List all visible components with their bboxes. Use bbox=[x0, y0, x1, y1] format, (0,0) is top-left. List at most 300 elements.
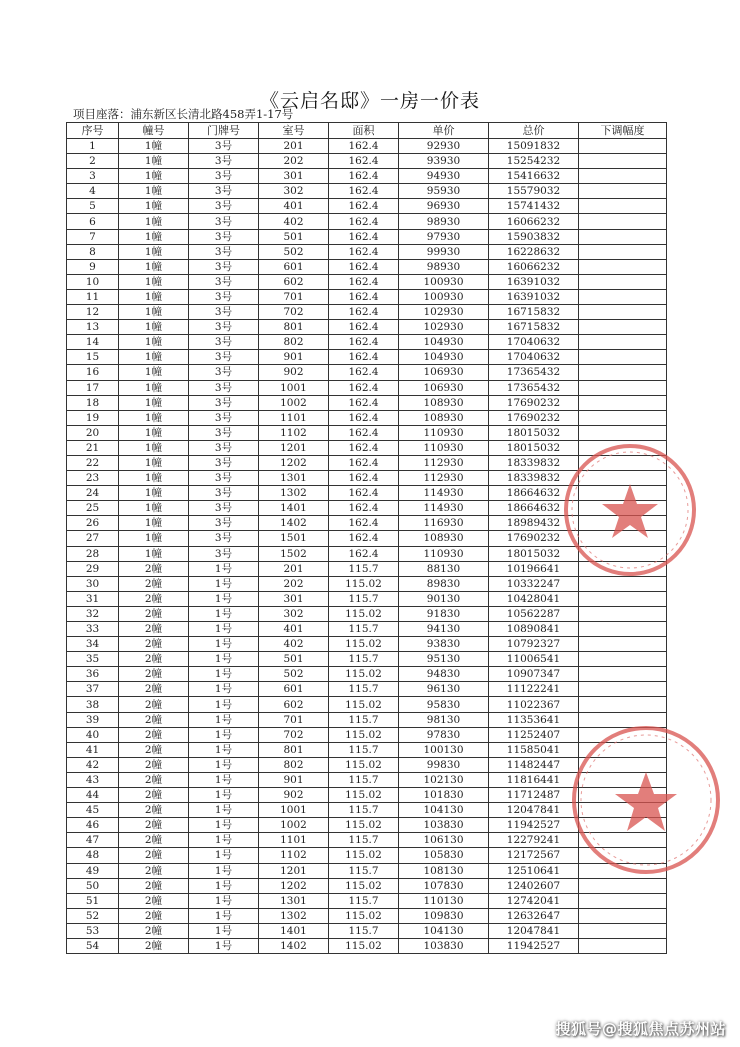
row-door: 1号 bbox=[189, 923, 259, 938]
row-area: 162.4 bbox=[329, 531, 399, 546]
row-door: 1号 bbox=[189, 637, 259, 652]
row-reduction bbox=[579, 259, 667, 274]
row-unit-price: 102930 bbox=[399, 320, 489, 335]
row-reduction bbox=[579, 365, 667, 380]
row-index: 21 bbox=[67, 440, 119, 455]
row-total-price: 15741432 bbox=[489, 199, 579, 214]
row-unit-price: 108930 bbox=[399, 395, 489, 410]
row-door: 3号 bbox=[189, 531, 259, 546]
row-total-price: 17365432 bbox=[489, 380, 579, 395]
row-room: 1201 bbox=[259, 863, 329, 878]
row-building: 1幢 bbox=[119, 395, 189, 410]
row-reduction bbox=[579, 606, 667, 621]
row-total-price: 12047841 bbox=[489, 923, 579, 938]
row-unit-price: 110930 bbox=[399, 546, 489, 561]
row-door: 3号 bbox=[189, 289, 259, 304]
row-area: 115.7 bbox=[329, 561, 399, 576]
row-door: 1号 bbox=[189, 727, 259, 742]
price-table bbox=[66, 122, 667, 954]
row-index: 49 bbox=[67, 863, 119, 878]
row-unit-price: 107830 bbox=[399, 878, 489, 893]
row-unit-price: 104130 bbox=[399, 923, 489, 938]
row-index: 50 bbox=[67, 878, 119, 893]
row-door: 3号 bbox=[189, 471, 259, 486]
row-unit-price: 99930 bbox=[399, 244, 489, 259]
row-total-price: 11942527 bbox=[489, 818, 579, 833]
row-building: 2幢 bbox=[119, 667, 189, 682]
row-index: 22 bbox=[67, 455, 119, 470]
row-reduction bbox=[579, 878, 667, 893]
row-room: 502 bbox=[259, 244, 329, 259]
row-index: 15 bbox=[67, 350, 119, 365]
row-room: 1402 bbox=[259, 938, 329, 953]
row-index: 16 bbox=[67, 365, 119, 380]
row-room: 202 bbox=[259, 576, 329, 591]
row-area: 115.7 bbox=[329, 863, 399, 878]
row-room: 602 bbox=[259, 697, 329, 712]
row-index: 23 bbox=[67, 471, 119, 486]
row-area: 115.02 bbox=[329, 878, 399, 893]
row-reduction bbox=[579, 712, 667, 727]
row-index: 45 bbox=[67, 803, 119, 818]
row-index: 12 bbox=[67, 305, 119, 320]
row-building: 1幢 bbox=[119, 289, 189, 304]
row-index: 30 bbox=[67, 576, 119, 591]
row-total-price: 10428041 bbox=[489, 591, 579, 606]
row-door: 3号 bbox=[189, 516, 259, 531]
row-building: 2幢 bbox=[119, 561, 189, 576]
row-reduction bbox=[579, 818, 667, 833]
row-reduction bbox=[579, 516, 667, 531]
row-index: 26 bbox=[67, 516, 119, 531]
row-reduction bbox=[579, 561, 667, 576]
row-room: 701 bbox=[259, 712, 329, 727]
row-unit-price: 100930 bbox=[399, 274, 489, 289]
row-building: 1幢 bbox=[119, 305, 189, 320]
row-door: 1号 bbox=[189, 818, 259, 833]
row-door: 3号 bbox=[189, 395, 259, 410]
row-door: 3号 bbox=[189, 214, 259, 229]
row-total-price: 12742041 bbox=[489, 893, 579, 908]
row-door: 1号 bbox=[189, 772, 259, 787]
row-area: 162.4 bbox=[329, 305, 399, 320]
table-row bbox=[67, 259, 667, 274]
row-reduction bbox=[579, 727, 667, 742]
row-area: 162.4 bbox=[329, 546, 399, 561]
row-area: 115.7 bbox=[329, 591, 399, 606]
row-room: 302 bbox=[259, 184, 329, 199]
row-door: 1号 bbox=[189, 667, 259, 682]
row-index: 40 bbox=[67, 727, 119, 742]
row-unit-price: 94830 bbox=[399, 667, 489, 682]
row-index: 11 bbox=[67, 289, 119, 304]
row-building: 2幢 bbox=[119, 878, 189, 893]
row-area: 115.02 bbox=[329, 606, 399, 621]
row-room: 702 bbox=[259, 305, 329, 320]
row-area: 162.4 bbox=[329, 320, 399, 335]
row-area: 162.4 bbox=[329, 289, 399, 304]
row-unit-price: 114930 bbox=[399, 501, 489, 516]
row-room: 1202 bbox=[259, 878, 329, 893]
row-index: 36 bbox=[67, 667, 119, 682]
row-unit-price: 109830 bbox=[399, 908, 489, 923]
row-reduction bbox=[579, 274, 667, 289]
row-door: 3号 bbox=[189, 335, 259, 350]
row-door: 3号 bbox=[189, 229, 259, 244]
row-reduction bbox=[579, 682, 667, 697]
row-building: 2幢 bbox=[119, 606, 189, 621]
table-row bbox=[67, 395, 667, 410]
row-area: 115.7 bbox=[329, 622, 399, 637]
row-index: 20 bbox=[67, 425, 119, 440]
row-area: 162.4 bbox=[329, 184, 399, 199]
row-unit-price: 112930 bbox=[399, 455, 489, 470]
row-reduction bbox=[579, 742, 667, 757]
row-reduction bbox=[579, 803, 667, 818]
row-total-price: 12047841 bbox=[489, 803, 579, 818]
row-unit-price: 93930 bbox=[399, 154, 489, 169]
row-total-price: 15091832 bbox=[489, 139, 579, 154]
row-building: 1幢 bbox=[119, 380, 189, 395]
row-unit-price: 93830 bbox=[399, 637, 489, 652]
row-room: 1202 bbox=[259, 455, 329, 470]
row-door: 3号 bbox=[189, 274, 259, 289]
row-door: 1号 bbox=[189, 697, 259, 712]
row-total-price: 16066232 bbox=[489, 259, 579, 274]
row-unit-price: 108130 bbox=[399, 863, 489, 878]
row-building: 2幢 bbox=[119, 576, 189, 591]
row-building: 1幢 bbox=[119, 455, 189, 470]
table-row bbox=[67, 833, 667, 848]
table-row bbox=[67, 184, 667, 199]
row-door: 3号 bbox=[189, 184, 259, 199]
table-row bbox=[67, 803, 667, 818]
row-reduction bbox=[579, 772, 667, 787]
table-row bbox=[67, 848, 667, 863]
row-total-price: 11022367 bbox=[489, 697, 579, 712]
row-index: 17 bbox=[67, 380, 119, 395]
row-total-price: 11482447 bbox=[489, 757, 579, 772]
row-total-price: 15416632 bbox=[489, 169, 579, 184]
row-building: 1幢 bbox=[119, 410, 189, 425]
row-door: 1号 bbox=[189, 803, 259, 818]
row-index: 24 bbox=[67, 486, 119, 501]
row-door: 1号 bbox=[189, 848, 259, 863]
row-area: 115.7 bbox=[329, 682, 399, 697]
row-door: 3号 bbox=[189, 410, 259, 425]
row-reduction bbox=[579, 576, 667, 591]
row-total-price: 17690232 bbox=[489, 395, 579, 410]
row-index: 19 bbox=[67, 410, 119, 425]
table-row bbox=[67, 154, 667, 169]
col-header-index: 序号 bbox=[67, 123, 119, 139]
row-total-price: 16228632 bbox=[489, 244, 579, 259]
row-room: 201 bbox=[259, 139, 329, 154]
row-total-price: 18664632 bbox=[489, 486, 579, 501]
row-total-price: 18015032 bbox=[489, 546, 579, 561]
col-header-reduction: 下调幅度 bbox=[579, 123, 667, 139]
row-total-price: 11816441 bbox=[489, 772, 579, 787]
row-unit-price: 108930 bbox=[399, 531, 489, 546]
row-unit-price: 97830 bbox=[399, 727, 489, 742]
row-area: 115.02 bbox=[329, 576, 399, 591]
row-building: 2幢 bbox=[119, 591, 189, 606]
row-room: 801 bbox=[259, 320, 329, 335]
row-room: 302 bbox=[259, 606, 329, 621]
row-building: 1幢 bbox=[119, 184, 189, 199]
row-room: 1401 bbox=[259, 923, 329, 938]
table-row bbox=[67, 591, 667, 606]
row-reduction bbox=[579, 622, 667, 637]
row-total-price: 18664632 bbox=[489, 501, 579, 516]
row-unit-price: 98930 bbox=[399, 214, 489, 229]
row-total-price: 16066232 bbox=[489, 214, 579, 229]
row-room: 1102 bbox=[259, 848, 329, 863]
row-area: 162.4 bbox=[329, 365, 399, 380]
row-unit-price: 100930 bbox=[399, 289, 489, 304]
table-row bbox=[67, 561, 667, 576]
row-door: 1号 bbox=[189, 591, 259, 606]
row-reduction bbox=[579, 893, 667, 908]
row-unit-price: 98130 bbox=[399, 712, 489, 727]
row-reduction bbox=[579, 938, 667, 953]
row-door: 3号 bbox=[189, 546, 259, 561]
row-reduction bbox=[579, 199, 667, 214]
col-header-room: 室号 bbox=[259, 123, 329, 139]
project-location: 项目座落：浦东新区长清北路458弄1-17号 bbox=[73, 107, 294, 121]
row-building: 1幢 bbox=[119, 365, 189, 380]
row-area: 162.4 bbox=[329, 259, 399, 274]
row-building: 1幢 bbox=[119, 244, 189, 259]
row-unit-price: 96930 bbox=[399, 199, 489, 214]
table-row bbox=[67, 486, 667, 501]
row-door: 3号 bbox=[189, 501, 259, 516]
row-door: 3号 bbox=[189, 199, 259, 214]
row-door: 1号 bbox=[189, 938, 259, 953]
row-index: 42 bbox=[67, 757, 119, 772]
row-room: 1101 bbox=[259, 410, 329, 425]
row-reduction bbox=[579, 486, 667, 501]
table-row bbox=[67, 244, 667, 259]
row-index: 44 bbox=[67, 788, 119, 803]
table-row bbox=[67, 923, 667, 938]
row-room: 1502 bbox=[259, 546, 329, 561]
row-door: 1号 bbox=[189, 652, 259, 667]
row-building: 1幢 bbox=[119, 199, 189, 214]
row-door: 3号 bbox=[189, 154, 259, 169]
row-door: 1号 bbox=[189, 742, 259, 757]
row-reduction bbox=[579, 833, 667, 848]
row-reduction bbox=[579, 229, 667, 244]
row-building: 2幢 bbox=[119, 622, 189, 637]
row-area: 115.7 bbox=[329, 712, 399, 727]
row-door: 3号 bbox=[189, 169, 259, 184]
row-unit-price: 110930 bbox=[399, 425, 489, 440]
table-row bbox=[67, 501, 667, 516]
row-reduction bbox=[579, 697, 667, 712]
row-building: 2幢 bbox=[119, 727, 189, 742]
row-index: 6 bbox=[67, 214, 119, 229]
row-area: 115.02 bbox=[329, 697, 399, 712]
row-reduction bbox=[579, 184, 667, 199]
row-door: 1号 bbox=[189, 712, 259, 727]
row-unit-price: 94130 bbox=[399, 622, 489, 637]
row-room: 601 bbox=[259, 682, 329, 697]
row-door: 1号 bbox=[189, 682, 259, 697]
row-total-price: 11712487 bbox=[489, 788, 579, 803]
row-area: 162.4 bbox=[329, 395, 399, 410]
row-building: 2幢 bbox=[119, 788, 189, 803]
row-room: 202 bbox=[259, 154, 329, 169]
row-area: 162.4 bbox=[329, 516, 399, 531]
row-room: 1301 bbox=[259, 471, 329, 486]
table-row bbox=[67, 742, 667, 757]
row-total-price: 10332247 bbox=[489, 576, 579, 591]
row-reduction bbox=[579, 410, 667, 425]
row-unit-price: 102130 bbox=[399, 772, 489, 787]
row-unit-price: 110930 bbox=[399, 440, 489, 455]
table-row bbox=[67, 938, 667, 953]
row-door: 3号 bbox=[189, 365, 259, 380]
row-door: 1号 bbox=[189, 788, 259, 803]
row-door: 1号 bbox=[189, 908, 259, 923]
row-unit-price: 104130 bbox=[399, 803, 489, 818]
row-index: 28 bbox=[67, 546, 119, 561]
row-building: 2幢 bbox=[119, 908, 189, 923]
row-room: 1302 bbox=[259, 486, 329, 501]
row-room: 301 bbox=[259, 169, 329, 184]
row-index: 10 bbox=[67, 274, 119, 289]
row-room: 402 bbox=[259, 637, 329, 652]
row-unit-price: 99830 bbox=[399, 757, 489, 772]
row-reduction bbox=[579, 757, 667, 772]
row-area: 162.4 bbox=[329, 169, 399, 184]
row-room: 401 bbox=[259, 199, 329, 214]
row-unit-price: 104930 bbox=[399, 335, 489, 350]
row-area: 115.02 bbox=[329, 938, 399, 953]
row-building: 2幢 bbox=[119, 818, 189, 833]
row-index: 4 bbox=[67, 184, 119, 199]
row-area: 115.02 bbox=[329, 848, 399, 863]
table-row bbox=[67, 365, 667, 380]
table-row bbox=[67, 622, 667, 637]
row-area: 162.4 bbox=[329, 274, 399, 289]
table-row bbox=[67, 712, 667, 727]
table-row bbox=[67, 320, 667, 335]
table-row bbox=[67, 289, 667, 304]
row-unit-price: 96130 bbox=[399, 682, 489, 697]
row-area: 115.7 bbox=[329, 833, 399, 848]
row-total-price: 15254232 bbox=[489, 154, 579, 169]
row-total-price: 17690232 bbox=[489, 531, 579, 546]
row-index: 43 bbox=[67, 772, 119, 787]
row-total-price: 17040632 bbox=[489, 350, 579, 365]
row-room: 1201 bbox=[259, 440, 329, 455]
row-reduction bbox=[579, 652, 667, 667]
row-total-price: 16391032 bbox=[489, 289, 579, 304]
col-header-unit-price: 单价 bbox=[399, 123, 489, 139]
row-total-price: 10890841 bbox=[489, 622, 579, 637]
row-reduction bbox=[579, 214, 667, 229]
row-room: 1001 bbox=[259, 380, 329, 395]
row-reduction bbox=[579, 169, 667, 184]
row-door: 1号 bbox=[189, 757, 259, 772]
table-row bbox=[67, 863, 667, 878]
row-door: 1号 bbox=[189, 576, 259, 591]
row-door: 3号 bbox=[189, 380, 259, 395]
row-total-price: 12172567 bbox=[489, 848, 579, 863]
row-reduction bbox=[579, 863, 667, 878]
row-building: 2幢 bbox=[119, 757, 189, 772]
row-total-price: 17365432 bbox=[489, 365, 579, 380]
table-row bbox=[67, 757, 667, 772]
row-area: 115.02 bbox=[329, 637, 399, 652]
row-room: 1001 bbox=[259, 803, 329, 818]
row-total-price: 17040632 bbox=[489, 335, 579, 350]
table-row bbox=[67, 440, 667, 455]
row-door: 3号 bbox=[189, 259, 259, 274]
row-unit-price: 90130 bbox=[399, 591, 489, 606]
table-header-row bbox=[67, 123, 667, 139]
row-index: 31 bbox=[67, 591, 119, 606]
row-area: 162.4 bbox=[329, 501, 399, 516]
row-total-price: 17690232 bbox=[489, 410, 579, 425]
row-reduction bbox=[579, 305, 667, 320]
row-reduction bbox=[579, 788, 667, 803]
row-area: 115.7 bbox=[329, 742, 399, 757]
row-unit-price: 91830 bbox=[399, 606, 489, 621]
table-row bbox=[67, 471, 667, 486]
row-index: 18 bbox=[67, 395, 119, 410]
table-row bbox=[67, 199, 667, 214]
row-total-price: 11006541 bbox=[489, 652, 579, 667]
row-area: 162.4 bbox=[329, 440, 399, 455]
row-reduction bbox=[579, 637, 667, 652]
row-area: 115.02 bbox=[329, 788, 399, 803]
row-unit-price: 116930 bbox=[399, 516, 489, 531]
row-building: 1幢 bbox=[119, 139, 189, 154]
row-building: 1幢 bbox=[119, 169, 189, 184]
row-total-price: 12510641 bbox=[489, 863, 579, 878]
row-total-price: 12632647 bbox=[489, 908, 579, 923]
table-row bbox=[67, 380, 667, 395]
row-index: 9 bbox=[67, 259, 119, 274]
row-room: 601 bbox=[259, 259, 329, 274]
row-total-price: 15579032 bbox=[489, 184, 579, 199]
row-unit-price: 95830 bbox=[399, 697, 489, 712]
row-total-price: 10907347 bbox=[489, 667, 579, 682]
row-area: 115.7 bbox=[329, 893, 399, 908]
row-index: 54 bbox=[67, 938, 119, 953]
row-unit-price: 103830 bbox=[399, 818, 489, 833]
row-area: 162.4 bbox=[329, 410, 399, 425]
row-index: 2 bbox=[67, 154, 119, 169]
row-building: 1幢 bbox=[119, 214, 189, 229]
row-building: 2幢 bbox=[119, 652, 189, 667]
table-row bbox=[67, 697, 667, 712]
row-door: 1号 bbox=[189, 893, 259, 908]
table-row bbox=[67, 818, 667, 833]
row-building: 1幢 bbox=[119, 516, 189, 531]
table-row bbox=[67, 229, 667, 244]
table-row bbox=[67, 606, 667, 621]
row-total-price: 10792327 bbox=[489, 637, 579, 652]
row-room: 901 bbox=[259, 772, 329, 787]
row-room: 1101 bbox=[259, 833, 329, 848]
row-room: 1002 bbox=[259, 395, 329, 410]
row-door: 1号 bbox=[189, 622, 259, 637]
row-building: 1幢 bbox=[119, 531, 189, 546]
